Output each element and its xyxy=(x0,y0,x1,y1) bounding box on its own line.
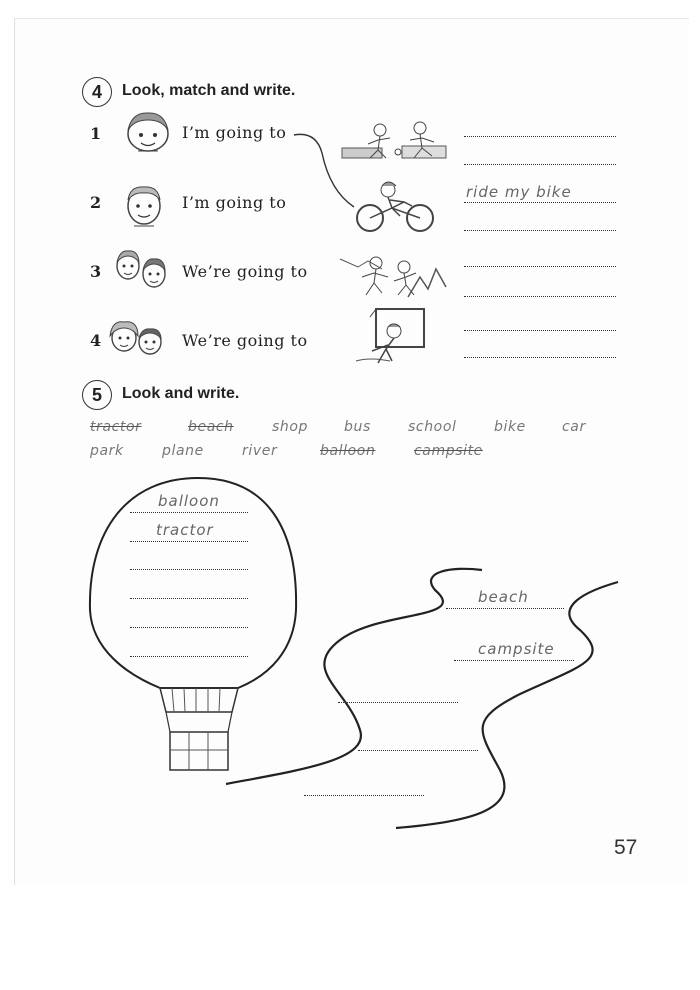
word-beach: beach xyxy=(188,419,234,435)
row-4-text: We’re going to xyxy=(182,331,308,350)
word-car: car xyxy=(562,419,586,435)
word-park: park xyxy=(90,443,124,459)
picture-playing-football xyxy=(340,118,450,163)
picture-climbing-mountain xyxy=(338,247,448,302)
river-answer-beach: beach xyxy=(478,588,529,606)
row-2-number: 2 xyxy=(90,193,102,212)
river-line-1[interactable] xyxy=(446,608,564,609)
boy-face-icon xyxy=(120,182,170,232)
river-line-2[interactable] xyxy=(454,660,574,661)
word-campsite: campsite xyxy=(414,443,483,459)
answer-ride-my-bike: ride my bike xyxy=(466,183,572,201)
exercise-5-title: Look and write. xyxy=(122,385,240,402)
balloon-line-1[interactable] xyxy=(130,512,248,513)
river-line-3[interactable] xyxy=(338,702,458,703)
answer-line-2a[interactable] xyxy=(464,202,616,203)
row-1-number: 1 xyxy=(90,124,102,143)
answer-line-2b[interactable] xyxy=(464,230,616,231)
balloon-line-2[interactable] xyxy=(130,541,248,542)
answer-line-3b[interactable] xyxy=(464,296,616,297)
row-4-number: 4 xyxy=(90,331,102,350)
exercise-4-title: Look, match and write. xyxy=(122,82,296,99)
exercise-5-number: 5 xyxy=(82,380,112,410)
row-2-text: I’m going to xyxy=(182,193,287,212)
river-drawing xyxy=(220,560,640,840)
picture-riding-bike xyxy=(352,180,442,235)
balloon-answer-tractor: tractor xyxy=(156,521,214,539)
word-tractor: tractor xyxy=(90,419,142,435)
balloon-answer-balloon: balloon xyxy=(158,492,220,510)
river-answer-campsite: campsite xyxy=(478,640,555,658)
river-line-4[interactable] xyxy=(358,750,478,751)
word-school: school xyxy=(408,419,457,435)
river-line-5[interactable] xyxy=(304,795,424,796)
page-number: 57 xyxy=(614,836,638,859)
row-3-number: 3 xyxy=(90,262,102,281)
word-plane: plane xyxy=(162,443,204,459)
answer-line-4b[interactable] xyxy=(464,357,616,358)
girl-and-boy-icon xyxy=(106,316,166,366)
picture-window-swimming xyxy=(350,305,430,365)
word-river: river xyxy=(242,443,278,459)
word-shop: shop xyxy=(272,419,309,435)
word-bike: bike xyxy=(494,419,526,435)
row-1-text: I’m going to xyxy=(182,123,287,142)
word-balloon: balloon xyxy=(320,443,376,459)
answer-line-1b[interactable] xyxy=(464,164,616,165)
answer-line-4a[interactable] xyxy=(464,330,616,331)
girl-face-icon xyxy=(118,108,178,158)
row-3-text: We’re going to xyxy=(182,262,308,281)
answer-line-3a[interactable] xyxy=(464,266,616,267)
two-boys-icon xyxy=(112,246,172,296)
answer-line-1a[interactable] xyxy=(464,136,616,137)
word-bus: bus xyxy=(344,419,371,435)
exercise-4-number: 4 xyxy=(82,77,112,107)
